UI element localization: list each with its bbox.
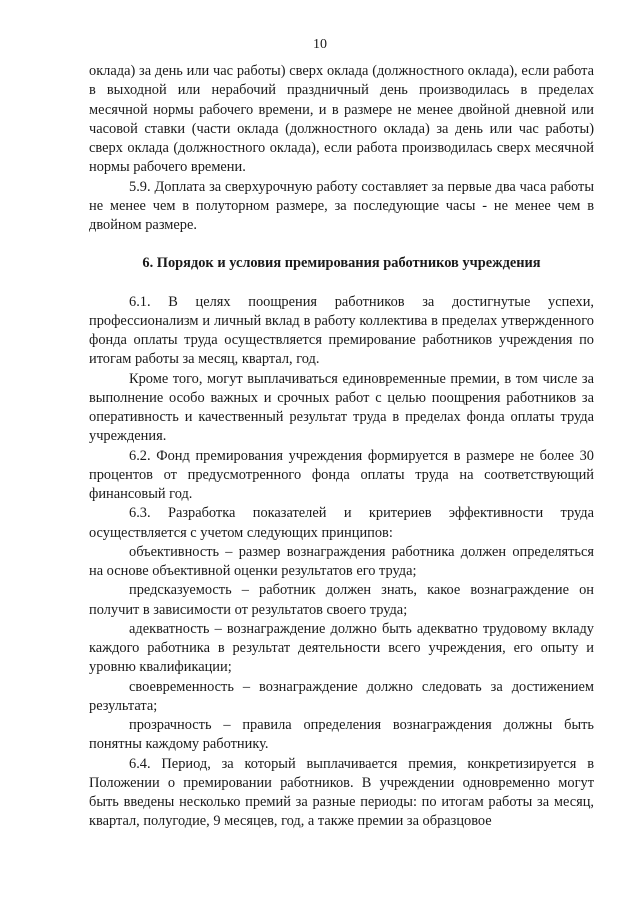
document-body	[89, 62, 594, 832]
paragraph-6-1: 6.1. В целях поощрения работников за достигнутые успехи, профессионализм и личный вклад в работу коллектива в пределах утвержденного фонда оплаты труда осуществляется премирование работников учреждения по итогам работы за месяц, квартал, год.	[89, 293, 594, 368]
principle-predictability: предсказуемость – работник должен знать, какое вознаграждение он получит в зависимости от результатов своего труда;	[89, 582, 594, 618]
principle-objectivity: объективность – размер вознаграждения работника должен определяться на основе объективной оценки результатов его труда;	[89, 543, 594, 579]
paragraph-6-2: 6.2. Фонд премирования учреждения формируется в размере не более 30 процентов от предусмотренного фонда оплаты труда на соответствующий финансовый год.	[89, 447, 594, 502]
paragraph-one-time-bonuses: Кроме того, могут выплачиваться единовременные премии, в том числе за выполнение особо важных и срочных работ с целью поощрения работников за оперативность и качественный результат труда в пределах фонда оплаты труда учреждения.	[89, 370, 594, 445]
principle-adequacy: адекватность – вознаграждение должно быть адекватно трудовому вкладу каждого работника в результат деятельности всего учреждения, его опыту и уровню квалификации;	[89, 620, 594, 676]
paragraph-continuation: оклада) за день или час работы) сверх оклада (должностного оклада), если работа в выходной или нерабочий праздничный день производилась в пределах месячной нормы рабочего времени, и в размере не менее двойной дневной или часовой ставки (части оклада (должностного оклада) за день или час работы) сверх оклада (должностного оклада), если работа производилась сверх месячной нормы рабочего времени.	[89, 63, 594, 176]
principle-transparency: прозрачность – правила определения вознаграждения должны быть понятны каждому работнику.	[89, 717, 594, 753]
paragraph-6-3: 6.3. Разработка показателей и критериев эффективности труда осуществляется с учетом следующих принципов:	[89, 505, 594, 541]
paragraph-5-9: 5.9. Доплата за сверхурочную работу составляет за первые два часа работы не менее чем в полуторном размере, за последующие часы - не менее чем в двойном размере.	[89, 178, 594, 233]
page-number: 10	[313, 37, 327, 52]
principle-timeliness: своевременность – вознаграждение должно следовать за достижением результата;	[89, 678, 594, 714]
paragraph-6-4: 6.4. Период, за который выплачивается премия, конкретизируется в Положении о премировании работников. В учреждении одновременно могут быть введены несколько премий за разные периоды: по итогам работы за месяц, квартал, полугодие, 9 месяцев, год, а также премии за образцовое	[89, 755, 594, 830]
section-heading: 6. Порядок и условия премирования работников учреждения	[142, 255, 541, 272]
